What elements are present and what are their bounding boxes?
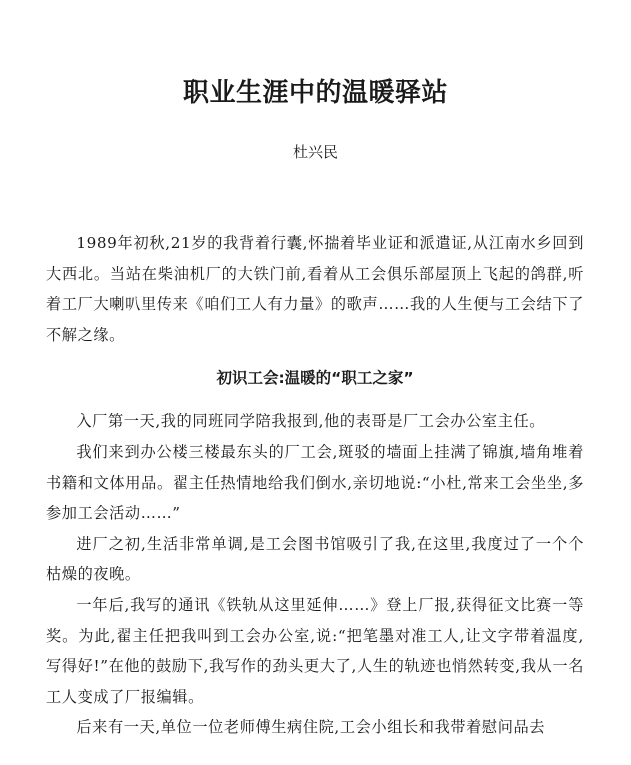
paragraph: 进厂之初,生活非常单调,是工会图书馆吸引了我,在这里,我度过了一个个枯燥的夜晚。 — [46, 534, 584, 584]
article-title: 职业生涯中的温暖驿站 — [182, 78, 448, 109]
paragraph: 我们来到办公楼三楼最东头的厂工会,斑驳的墙面上挂满了锦旗,墙角堆着书籍和文体用品。翟主任热情地给我们倒水,亲切地说:“小杜,常来工会坐坐,多参加工会活动……” — [46, 442, 584, 523]
paragraph: 一年后,我写的通讯《铁轨从这里延伸……》登上厂报,获得征文比赛一等奖。为此,翟主任把我叫到工会办公室,说:“把笔墨对准工人,让文字带着温度,写得好!”在他的鼓励下,我写作的劲头更大了,人生的轨迹也悄然转变,我从一名工人变成了厂报编辑。 — [46, 595, 584, 706]
paragraph: 后来有一天,单位一位老师傅生病住院,工会小组长和我带着慰问品去 — [76, 718, 546, 737]
section-heading: 初识工会:温暖的“职工之家” — [216, 369, 414, 388]
article-body — [46, 228, 584, 743]
article-author: 杜兴民 — [292, 143, 338, 161]
paragraph: 1989年初秋,21岁的我背着行囊,怀揣着毕业证和派遣证,从江南水乡回到大西北。当站在柴油机厂的大铁门前,看着从工会俱乐部屋顶上飞起的鸽群,听着工厂大喇叭里传来《咱们工人有力量》的歌声……我的人生便与工会结下了不解之缘。 — [46, 234, 584, 344]
paragraph: 入厂第一天,我的同班同学陪我报到,他的表哥是厂工会办公室主任。 — [76, 412, 546, 431]
